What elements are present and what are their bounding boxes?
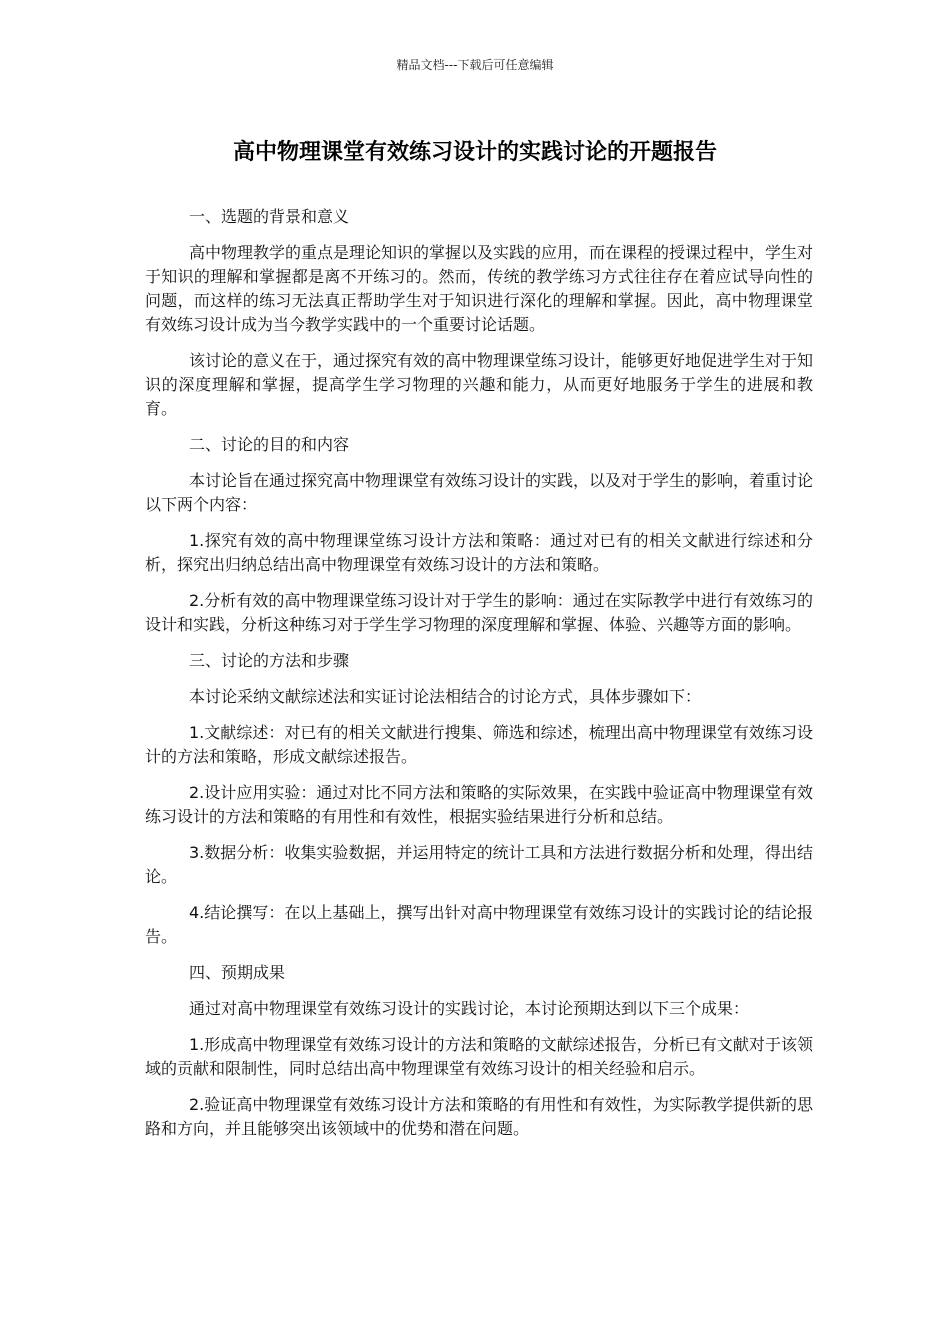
list-item-purpose-1: 1.探究有效的高中物理课堂练习设计方法和策略：通过对已有的相关文献进行综述和分析，探究出归纳总结出高中物理课堂有效练习设计的方法和策略。	[145, 531, 813, 574]
paragraph-significance: 该讨论的意义在于，通过探究有效的高中物理课堂练习设计，能够更好地促进学生对于知识的深度理解和掌握，提高学生学习物理的兴趣和能力，从而更好地服务于学生的进展和教育。	[145, 351, 814, 418]
document-title: 高中物理课堂有效练习设计的实践讨论的开题报告	[232, 140, 717, 165]
section-heading-outcomes: 四、预期成果	[189, 963, 286, 982]
paragraph-methods-intro: 本讨论采纳文献综述法和实证讨论法相结合的讨论方式，具体步骤如下：	[189, 687, 702, 706]
document-body	[145, 205, 813, 1153]
list-item-purpose-2: 2.分析有效的高中物理课堂练习设计对于学生的影响：通过在实际教学中进行有效练习的设计和实践，分析这种练习对于学生学习物理的深度理解和掌握、体验、兴趣等方面的影响。	[145, 591, 813, 634]
list-item-method-2: 2.设计应用实验：通过对比不同方法和策略的实际效果，在实践中验证高中物理课堂有效练习设计的方法和策略的有用性和有效性，根据实验结果进行分析和总结。	[145, 783, 813, 826]
paragraph-purpose-intro: 本讨论旨在通过探究高中物理课堂有效练习设计的实践，以及对于学生的影响，着重讨论以下两个内容：	[145, 471, 814, 514]
list-item-outcome-1: 1.形成高中物理课堂有效练习设计的方法和策略的文献综述报告，分析已有文献对于该领域的贡献和限制性，同时总结出高中物理课堂有效练习设计的相关经验和启示。	[145, 1035, 813, 1078]
list-item-outcome-2: 2.验证高中物理课堂有效练习设计方法和策略的有用性和有效性，为实际教学提供新的思路和方向，并且能够突出该领域中的优势和潜在问题。	[145, 1095, 813, 1138]
section-heading-methods: 三、讨论的方法和步骤	[189, 651, 350, 670]
paragraph-outcomes-intro: 通过对高中物理课堂有效练习设计的实践讨论，本讨论预期达到以下三个成果：	[189, 999, 750, 1018]
section-heading-background: 一、选题的背景和意义	[189, 207, 350, 226]
paragraph-background: 高中物理教学的重点是理论知识的掌握以及实践的应用，而在课程的授课过程中，学生对于知识的理解和掌握都是离不开练习的。然而，传统的教学练习方式往往存在着应试导向性的问题，而这样的练习无法真正帮助学生对于知识进行深化的理解和掌握。因此，高中物理课堂有效练习设计成为当今教学实践中的一个重要讨论话题。	[145, 243, 814, 334]
page-header-watermark: 精品文档---下载后可任意编辑	[396, 58, 554, 72]
list-item-method-1: 1.文献综述：对已有的相关文献进行搜集、筛选和综述，梳理出高中物理课堂有效练习设计的方法和策略，形成文献综述报告。	[145, 723, 813, 766]
list-item-method-4: 4.结论撰写：在以上基础上，撰写出针对高中物理课堂有效练习设计的实践讨论的结论报告。	[145, 903, 813, 946]
section-heading-purpose: 二、讨论的目的和内容	[189, 435, 350, 454]
list-item-method-3: 3.数据分析：收集实验数据，并运用特定的统计工具和方法进行数据分析和处理，得出结论。	[145, 843, 813, 886]
